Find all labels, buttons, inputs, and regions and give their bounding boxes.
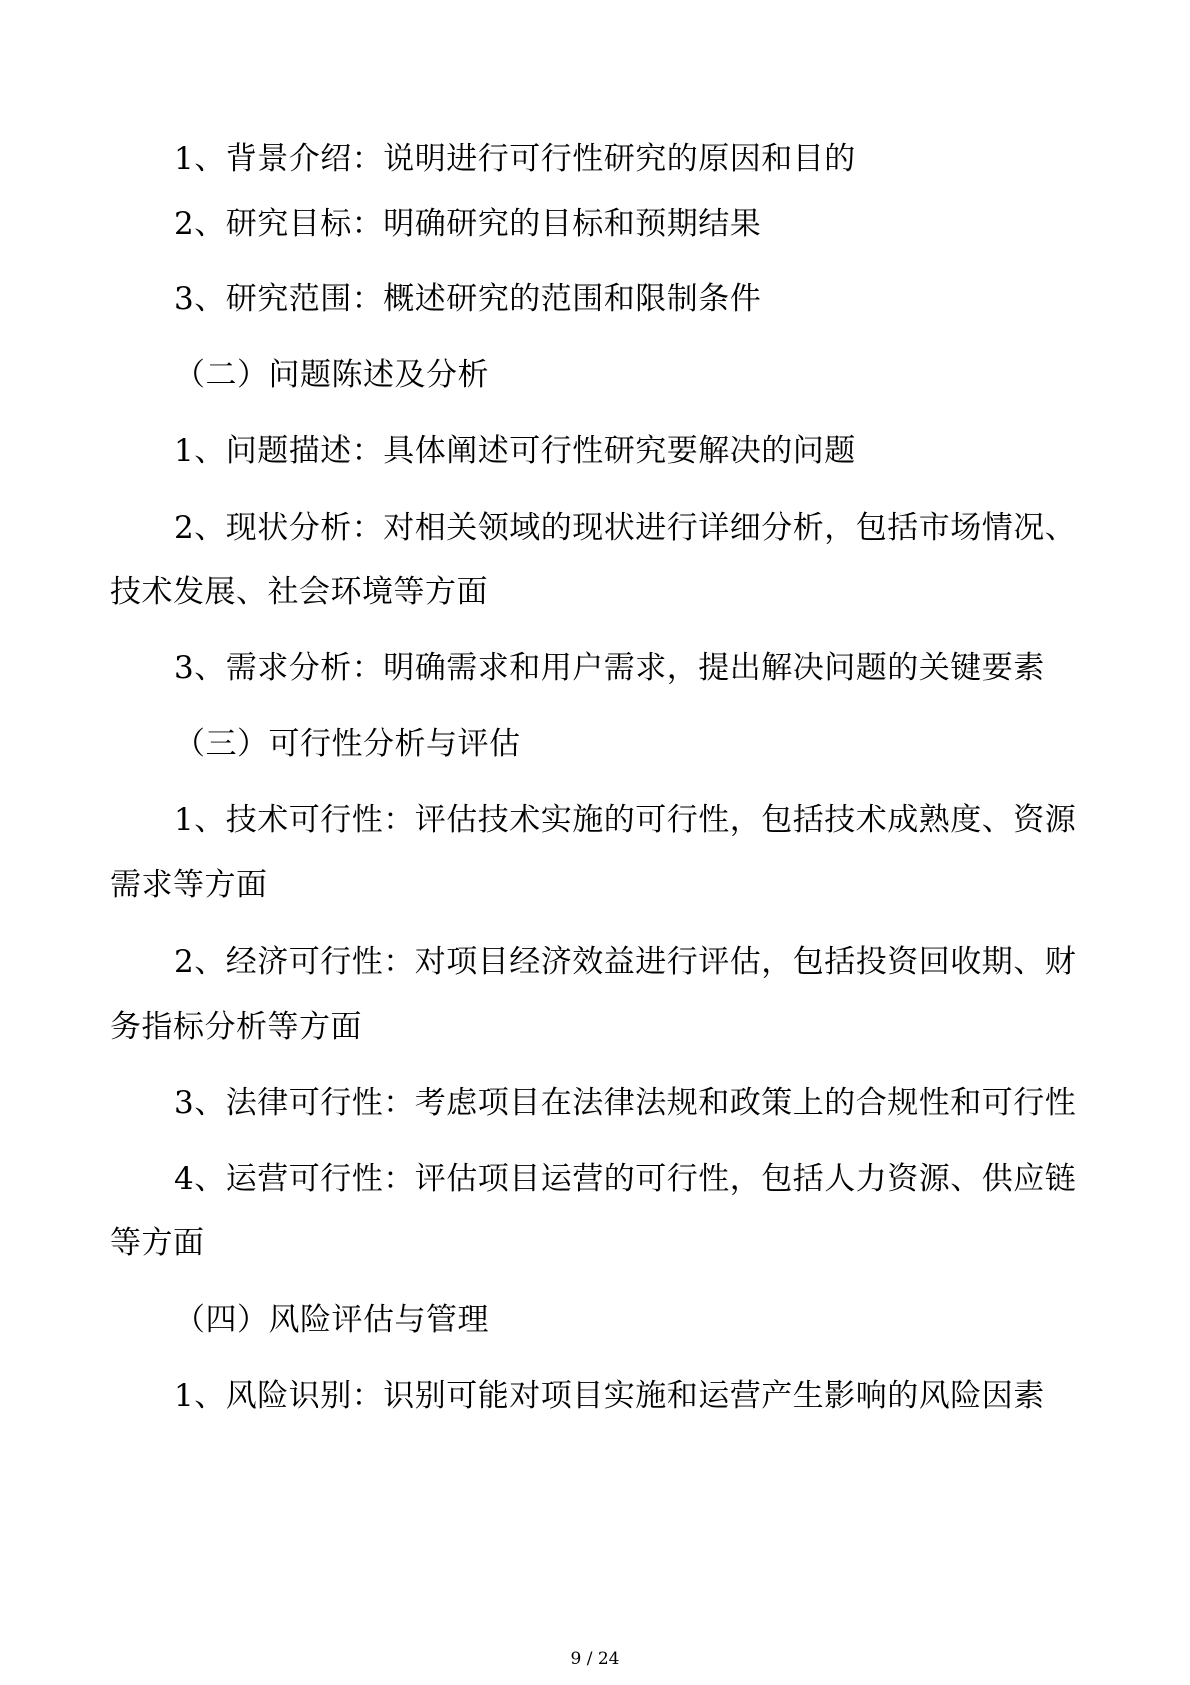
paragraph-line: 2、研究目标：明确研究的目标和预期结果 xyxy=(174,206,762,242)
paragraph-line: 3、需求分析：明确需求和用户需求，提出解决问题的关键要素 xyxy=(174,650,1045,686)
section-heading: （二）问题陈述及分析 xyxy=(174,357,489,393)
paragraph-line: 1、背景介绍：说明进行可行性研究的原因和目的 xyxy=(174,141,856,177)
paragraph-line: 1、技术可行性：评估技术实施的可行性，包括技术成熟度、资源 xyxy=(174,802,1077,838)
section-heading: （三）可行性分析与评估 xyxy=(174,726,521,762)
paragraph-line: 4、运营可行性：评估项目运营的可行性，包括人力资源、供应链 xyxy=(174,1161,1077,1197)
paragraph-line: 3、研究范围：概述研究的范围和限制条件 xyxy=(174,281,762,317)
paragraph-line: 2、经济可行性：对项目经济效益进行评估，包括投资回收期、财 xyxy=(174,944,1077,980)
paragraph-line: 1、风险识别：识别可能对项目实施和运营产生影响的风险因素 xyxy=(174,1378,1045,1414)
paragraph-continuation: 务指标分析等方面 xyxy=(110,1009,362,1045)
section-heading: （四）风险评估与管理 xyxy=(174,1302,489,1338)
paragraph-line: 3、法律可行性：考虑项目在法律法规和政策上的合规性和可行性 xyxy=(174,1085,1077,1121)
paragraph-line: 1、问题描述：具体阐述可行性研究要解决的问题 xyxy=(174,433,856,469)
paragraph-continuation: 技术发展、社会环境等方面 xyxy=(110,574,488,610)
page-number: 9 / 24 xyxy=(570,1649,620,1669)
paragraph-continuation: 等方面 xyxy=(110,1225,205,1261)
paragraph-line: 2、现状分析：对相关领域的现状进行详细分析，包括市场情况、 xyxy=(174,510,1077,546)
paragraph-continuation: 需求等方面 xyxy=(110,867,268,903)
